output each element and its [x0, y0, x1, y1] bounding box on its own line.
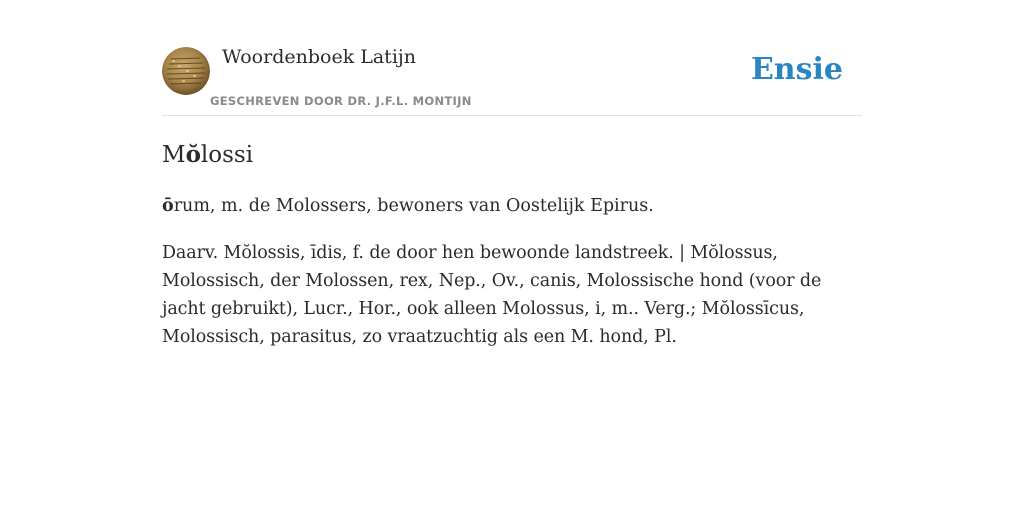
- latin-inscription-coin-icon[interactable]: [162, 47, 210, 95]
- definition-1: [162, 192, 862, 220]
- author-byline: GESCHREVEN DOOR DR. J.F.L. MONTIJN: [210, 94, 472, 108]
- headword-prefix: M: [162, 142, 186, 168]
- definition-1-vowel: ō: [162, 196, 174, 216]
- logo-image: [162, 47, 210, 95]
- definition-2: Daarv. Mŏlossis, īdis, f. de door hen bewoonde landstreek. | Mŏlossus, Molossisch, der Molossen, rex, Nep., Ov., canis, Molossische hond (voor de jacht gebruikt), Lucr., Hor., ook alleen Molossus, i, m.. Verg.; Mŏlossīcus, Molossisch, parasitus, zo vraatzuchtig als een M. hond, Pl.: [162, 243, 822, 347]
- site-title-link[interactable]: Woordenboek Latijn: [222, 46, 417, 68]
- ensie-brand-link[interactable]: Ensie: [750, 52, 843, 87]
- headword-vowel: ŏ: [185, 141, 201, 168]
- definition-1-text: rum, m. de Molossers, bewoners van Oostelijk Epirus.: [173, 196, 654, 216]
- headword-suffix: lossi: [200, 142, 254, 168]
- site-header: [162, 45, 862, 116]
- dictionary-entry: [162, 116, 862, 351]
- headword: [162, 140, 862, 170]
- page: [162, 0, 862, 351]
